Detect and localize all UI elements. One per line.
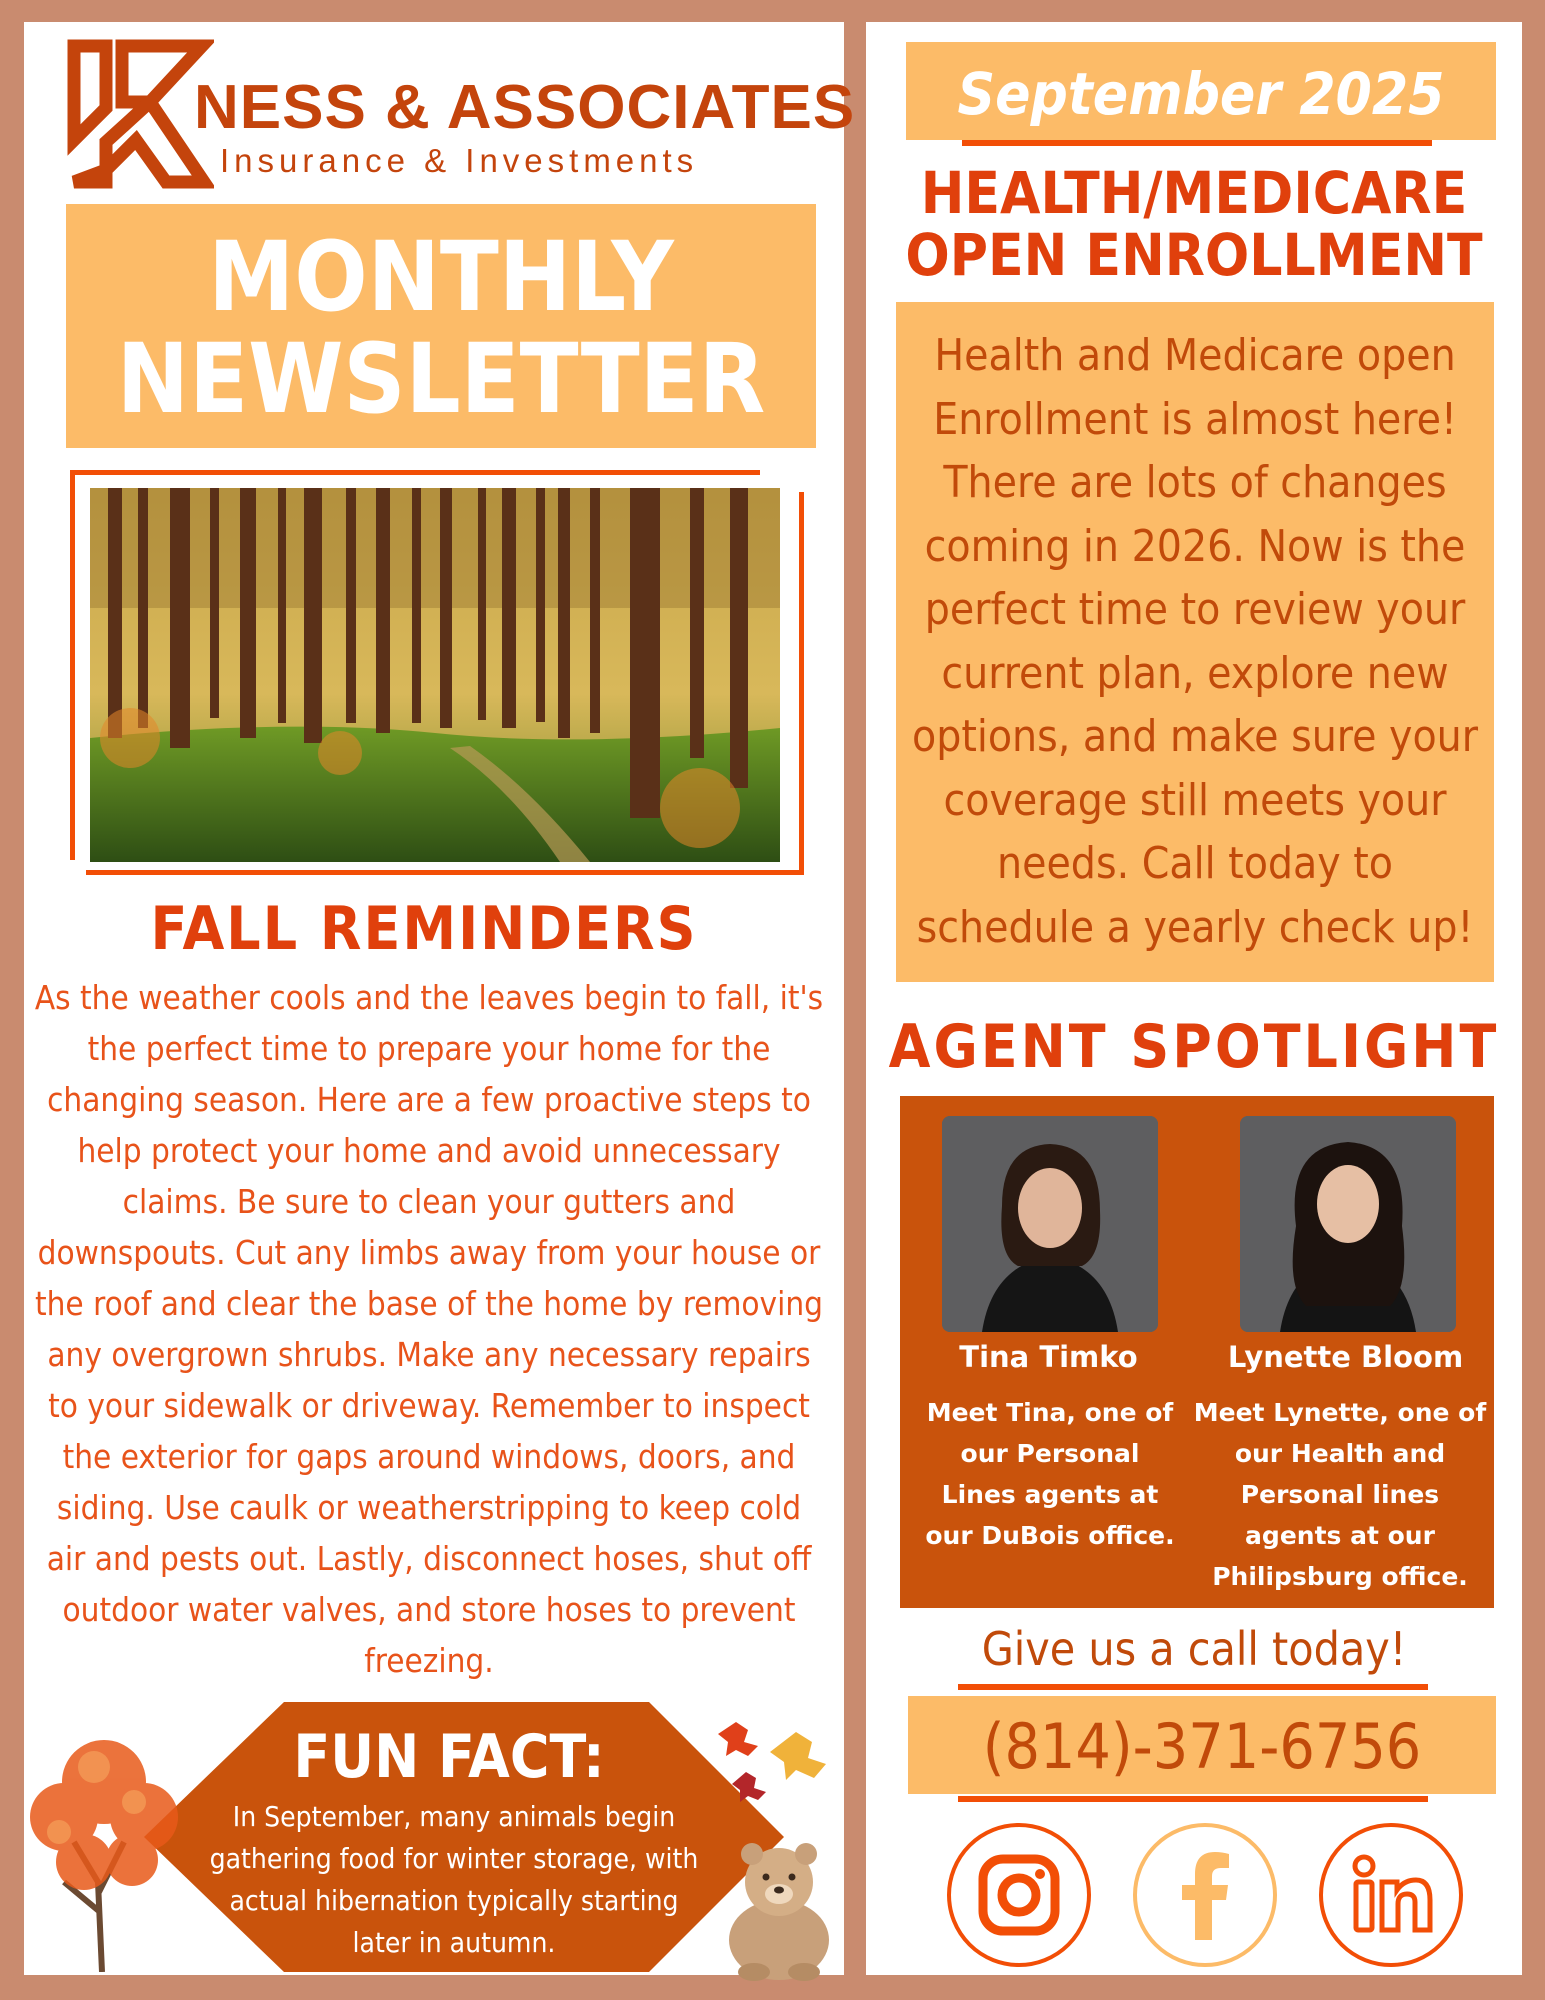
agent-spotlight-heading: AGENT SPOTLIGHT (888, 1012, 1500, 1082)
newsletter-title-box (66, 204, 816, 448)
fall-reminders-body: As the weather cools and the leaves begin to fall, it's the perfect time to prepare your home for the changing season. Here are a few proactive steps to help protect your home and avoid unnecessary claims. Be sure to clean your gutters and downspouts. Cut any limbs away from your house or the roof and clear the base of the home by removing any overgrown shrubs. Make any necessary repairs to your sidewalk or driveway. Remember to inspect the exterior for gaps around windows, doors, and siding. Use caulk or weatherstripping to keep cold air and pests out. Lastly, disconnect hoses, shut off outdoor water valves, and store hoses to prevent freezing. (34, 978, 824, 1680)
fun-fact-heading: FUN FACT: (293, 1722, 605, 1792)
falling-leaves-illustration (716, 1712, 846, 1822)
agent-photo-lynette (1240, 1116, 1456, 1332)
divider (958, 1796, 1428, 1802)
medicare-heading-line2: OPEN ENROLLMENT (905, 221, 1483, 289)
photo-frame-top (70, 470, 760, 475)
agent-desc-tina: Meet Tina, one of our Personal Lines agents at our DuBois office. (925, 1398, 1175, 1550)
issue-date-banner (906, 42, 1496, 140)
medicare-heading-line1: HEALTH/MEDICARE (920, 159, 1468, 227)
divider (958, 1684, 1428, 1690)
facebook-icon[interactable] (1132, 1822, 1278, 1968)
newsletter-title-line1: MONTHLY (208, 221, 674, 333)
fun-fact-body: In September, many animals begin gathering food for winter storage, with actual hibernation typically starting later in autumn. (209, 1800, 699, 1959)
medicare-heading (866, 159, 1522, 289)
instagram-icon[interactable] (946, 1822, 1092, 1968)
phone-number[interactable]: (814)-371-6756 (982, 1710, 1422, 1783)
company-tagline: Insurance & Investments (220, 142, 699, 179)
linkedin-icon[interactable] (1318, 1822, 1464, 1968)
forest-photo (90, 488, 780, 862)
agent-photo-tina (942, 1116, 1158, 1332)
photo-frame-bottom (86, 870, 804, 875)
right-column (866, 22, 1522, 1975)
photo-frame-left (70, 470, 75, 860)
call-to-action: Give us a call today! (981, 1622, 1407, 1676)
company-logo (64, 32, 214, 194)
fall-reminders-heading: FALL REMINDERS (150, 894, 698, 964)
newsletter-title-line2: NEWSLETTER (116, 323, 766, 435)
medicare-box (896, 302, 1494, 982)
left-column (24, 22, 856, 1975)
issue-date: September 2025 (957, 60, 1445, 128)
agent-name-tina: Tina Timko (959, 1340, 1138, 1374)
bear-illustration (704, 1822, 854, 1982)
autumn-tree-illustration (24, 1722, 184, 1972)
company-name: NESS & ASSOCIATES (194, 73, 856, 142)
medicare-body: Health and Medicare open Enrollment is almost here! There are lots of changes coming in 2026. Now is the perfect time to review your current plan, explore new options, and make sure your coverage still meets your needs. Call today to schedule a yearly check up! (911, 330, 1479, 953)
phone-banner (908, 1696, 1496, 1794)
photo-frame-right (799, 492, 804, 875)
divider (962, 140, 1432, 146)
agent-name-lynette: Lynette Bloom (1227, 1340, 1464, 1374)
agent-desc-lynette: Meet Lynette, one of our Health and Personal lines agents at our Philipsburg office. (1193, 1398, 1487, 1591)
agent-spotlight-box (900, 1096, 1494, 1608)
